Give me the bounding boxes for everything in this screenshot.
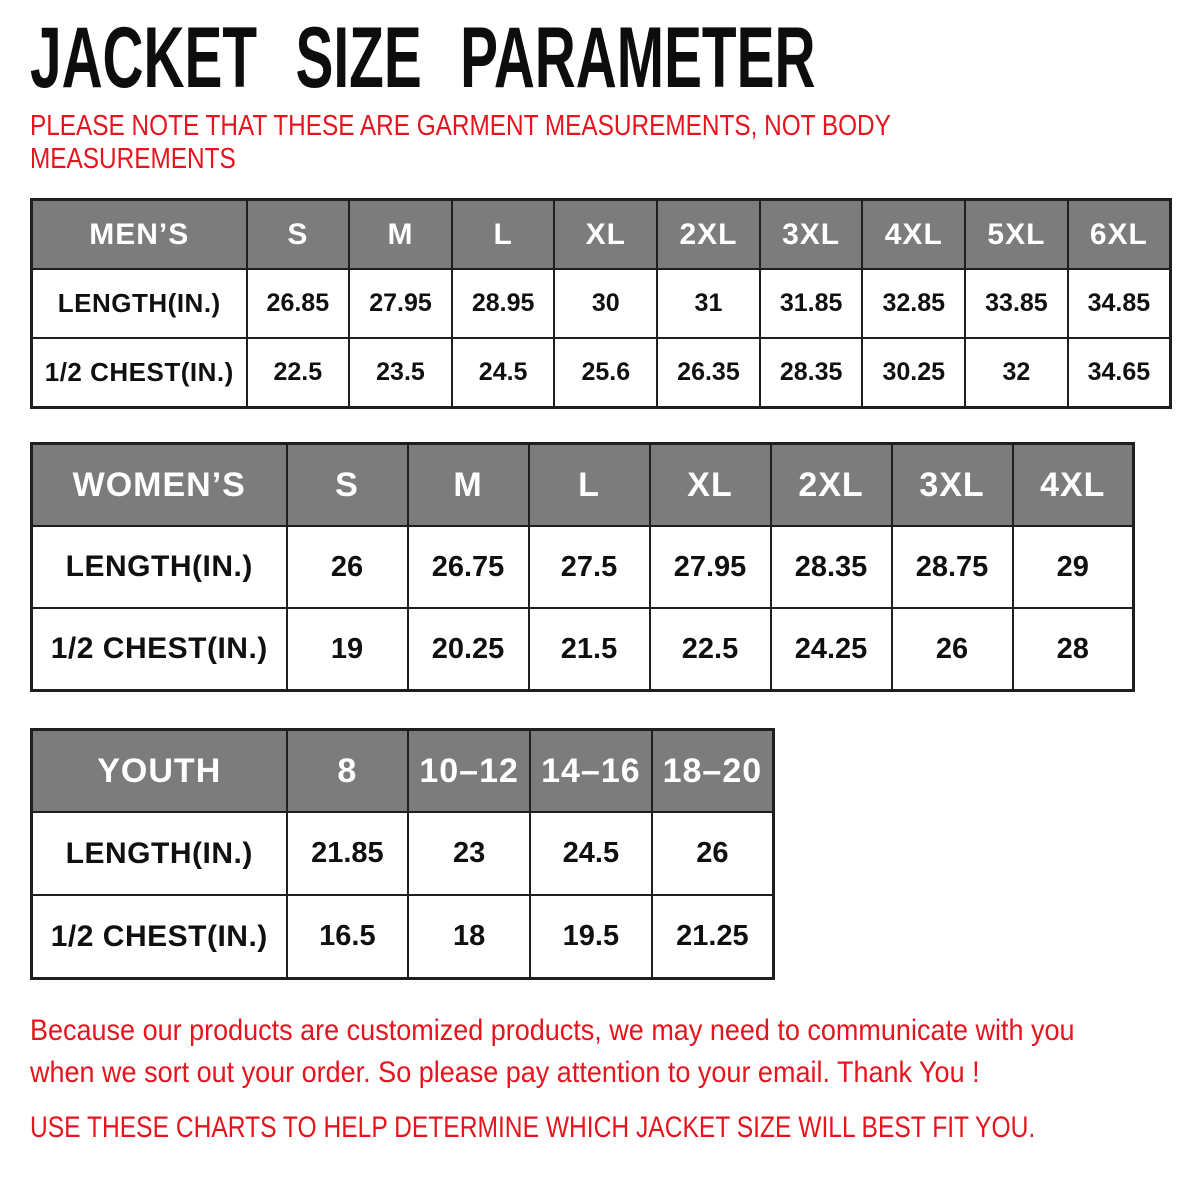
usage-note-text: USE THESE CHARTS TO HELP DETERMINE WHICH JACKET SIZE WILL BEST FIT YOU. <box>30 1111 1036 1144</box>
size-cell: 32 <box>965 338 1068 408</box>
size-cell: 18 <box>408 895 530 979</box>
mens-col-header-3xl: 3XL <box>760 200 863 270</box>
size-cell: 31 <box>657 269 760 338</box>
youth-col-header-8: 8 <box>287 730 409 813</box>
garment-measurement-note <box>30 110 1180 176</box>
womens-col-header-xl: XL <box>650 444 771 527</box>
mens-col-header-l: L <box>452 200 555 270</box>
youth-col-header-10-12: 10–12 <box>408 730 530 813</box>
mens-col-header-m: M <box>349 200 452 270</box>
size-cell: 24.5 <box>530 812 652 895</box>
size-cell: 32.85 <box>862 269 965 338</box>
size-cell: 28.35 <box>771 526 892 608</box>
womens-length-row <box>32 526 1134 608</box>
size-cell: 21.5 <box>529 608 650 691</box>
womens-col-header-m: M <box>408 444 529 527</box>
womens-header-row <box>32 444 1134 527</box>
size-cell: 28.75 <box>892 526 1013 608</box>
mens-col-header-2xl: 2XL <box>657 200 760 270</box>
customization-note <box>30 1010 1180 1094</box>
garment-measurement-note-line1: PLEASE NOTE THAT THESE ARE GARMENT MEASUREMENTS, NOT BODY <box>30 110 891 142</box>
mens-col-header-xl: XL <box>554 200 657 270</box>
youth-col-header-18-20: 18–20 <box>652 730 774 813</box>
size-cell: 26 <box>652 812 774 895</box>
mens-length-row <box>32 269 1171 338</box>
womens-col-header-s: S <box>287 444 408 527</box>
womens-col-header-2xl: 2XL <box>771 444 892 527</box>
size-cell: 25.6 <box>554 338 657 408</box>
size-cell: 26 <box>287 526 408 608</box>
womens-table-title: WOMEN’S <box>32 444 287 527</box>
size-cell: 20.25 <box>408 608 529 691</box>
mens-table-title: MEN’S <box>32 200 247 270</box>
womens-size-table <box>30 442 1135 692</box>
row-label: LENGTH(IN.) <box>32 812 287 895</box>
mens-col-header-5xl: 5XL <box>965 200 1068 270</box>
size-cell: 23.5 <box>349 338 452 408</box>
size-cell: 22.5 <box>650 608 771 691</box>
size-cell: 19 <box>287 608 408 691</box>
size-cell: 19.5 <box>530 895 652 979</box>
mens-col-header-4xl: 4XL <box>862 200 965 270</box>
size-cell: 34.65 <box>1068 338 1171 408</box>
row-label: LENGTH(IN.) <box>32 269 247 338</box>
size-cell: 23 <box>408 812 530 895</box>
womens-chest-row <box>32 608 1134 691</box>
size-cell: 21.85 <box>287 812 409 895</box>
row-label: 1/2 CHEST(IN.) <box>32 895 287 979</box>
womens-col-header-l: L <box>529 444 650 527</box>
youth-chest-row <box>32 895 774 979</box>
mens-size-table <box>30 198 1172 409</box>
row-label: LENGTH(IN.) <box>32 526 287 608</box>
youth-header-row <box>32 730 774 813</box>
size-cell: 34.85 <box>1068 269 1171 338</box>
size-cell: 33.85 <box>965 269 1068 338</box>
size-cell: 30.25 <box>862 338 965 408</box>
youth-size-table <box>30 728 775 980</box>
youth-length-row <box>32 812 774 895</box>
mens-chest-row <box>32 338 1171 408</box>
size-cell: 31.85 <box>760 269 863 338</box>
youth-col-header-14-16: 14–16 <box>530 730 652 813</box>
size-cell: 27.95 <box>349 269 452 338</box>
womens-col-header-3xl: 3XL <box>892 444 1013 527</box>
womens-col-header-4xl: 4XL <box>1013 444 1134 527</box>
youth-table-title: YOUTH <box>32 730 287 813</box>
garment-measurement-note-line2: MEASUREMENTS <box>30 143 236 175</box>
size-cell: 26.35 <box>657 338 760 408</box>
size-cell: 26 <box>892 608 1013 691</box>
size-cell: 29 <box>1013 526 1134 608</box>
size-cell: 27.5 <box>529 526 650 608</box>
mens-header-row <box>32 200 1171 270</box>
page-title <box>30 10 1180 106</box>
size-cell: 30 <box>554 269 657 338</box>
size-cell: 27.95 <box>650 526 771 608</box>
row-label: 1/2 CHEST(IN.) <box>32 608 287 691</box>
row-label: 1/2 CHEST(IN.) <box>32 338 247 408</box>
customization-note-line2: when we sort out your order. So please pay attention to your email. Thank You ! <box>30 1056 980 1089</box>
size-cell: 26.75 <box>408 526 529 608</box>
size-cell: 28.95 <box>452 269 555 338</box>
size-cell: 24.25 <box>771 608 892 691</box>
mens-col-header-6xl: 6XL <box>1068 200 1171 270</box>
size-cell: 16.5 <box>287 895 409 979</box>
size-cell: 26.85 <box>247 269 350 338</box>
mens-col-header-s: S <box>247 200 350 270</box>
size-cell: 22.5 <box>247 338 350 408</box>
customization-note-line1: Because our products are customized products, we may need to communicate with you <box>30 1014 1075 1047</box>
page-title-text: JACKET SIZE PARAMETER <box>30 10 816 106</box>
size-cell: 21.25 <box>652 895 774 979</box>
size-cell: 28.35 <box>760 338 863 408</box>
size-cell: 28 <box>1013 608 1134 691</box>
size-cell: 24.5 <box>452 338 555 408</box>
usage-note <box>30 1111 1180 1145</box>
